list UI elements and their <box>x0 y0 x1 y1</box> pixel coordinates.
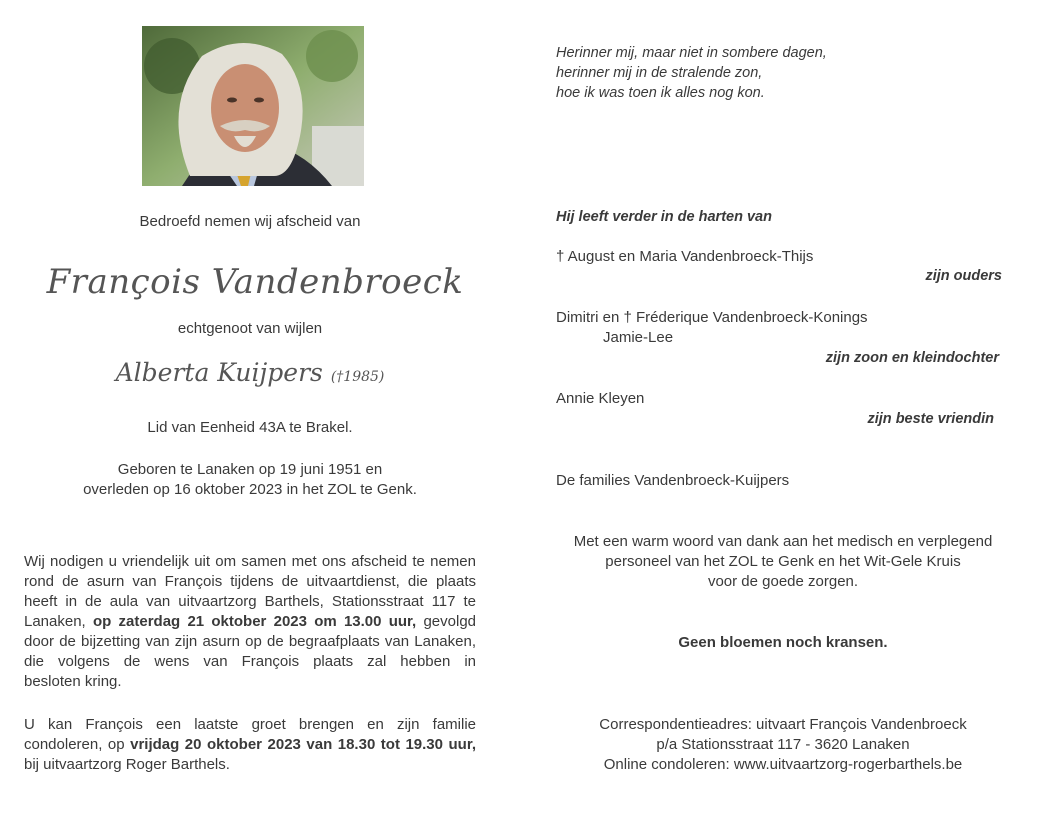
friend-label: zijn beste vriendin <box>867 411 994 427</box>
friend-name: Annie Kleyen <box>556 390 645 407</box>
portrait-photo <box>142 26 364 186</box>
service-line: door de bijzetting van zijn asurn op de begraafplaats van Lanaken, <box>24 633 476 650</box>
birth-death-block <box>40 460 460 500</box>
thanks-line: personeel van het ZOL te Genk en het Wit-Gele Kruis <box>605 553 961 570</box>
visit-paragraph <box>24 715 476 775</box>
service-date-pre: Lanaken, <box>24 613 93 630</box>
visit-line-date <box>24 735 476 755</box>
visit-line: U kan François een laatste groet brengen en zijn familie <box>24 716 476 733</box>
granddaughter-name: Jamie-Lee <box>603 329 674 346</box>
no-flowers-text: Geen bloemen noch kransen. <box>678 634 888 651</box>
families-text: De families Vandenbroeck-Kuijpers <box>556 472 790 489</box>
parents-names: † August en Maria Vandenbroeck-Thijs <box>556 248 814 265</box>
son-label: zijn zoon en kleindochter <box>825 350 999 366</box>
service-line: heeft in de aula van uitvaartzorg Barthels, Stationsstraat 117 te <box>24 593 476 610</box>
son-names: Dimitri en † Fréderique Vandenbroeck-Konings <box>556 309 868 326</box>
service-line: die volgens de wens van François plaats zal hebben in <box>24 653 476 670</box>
visit-date: vrijdag 20 oktober 2023 van 18.30 tot 19.30 uur, <box>130 736 477 753</box>
service-line-date <box>24 612 476 632</box>
thanks-line: Met een warm woord van dank aan het medisch en verplegend <box>573 533 993 550</box>
spouse-name: Alberta Kuijpers <box>115 358 323 387</box>
poem-line: Herinner mij, maar niet in sombere dagen, <box>556 45 827 61</box>
service-paragraph <box>24 552 476 692</box>
spouse-name-line <box>90 358 410 387</box>
correspondence-block <box>556 715 1010 775</box>
visit-date-pre: condoleren, op <box>24 736 131 753</box>
poem-line: hoe ik was toen ik alles nog kon. <box>556 85 765 101</box>
correspondence-line: Online condoleren: www.uitvaartzorg-rogerbarthels.be <box>603 756 963 773</box>
service-line: besloten kring. <box>24 673 122 690</box>
portrait-image <box>142 26 364 186</box>
deceased-name: François Vandenbroeck <box>46 262 464 302</box>
service-line: rond de asurn van François tijdens de uitvaartdienst, die plaats <box>24 573 476 590</box>
service-date-post: gevolgd <box>416 613 477 630</box>
spouse-label: echtgenoot van wijlen <box>177 320 323 337</box>
born-text: Geboren te Lanaken op 19 juni 1951 en <box>117 461 383 478</box>
service-date: op zaterdag 21 oktober 2023 om 13.00 uur, <box>92 613 417 630</box>
intro-text: Bedroefd nemen wij afscheid van <box>139 213 361 230</box>
poem-line: herinner mij in de stralende zon, <box>556 65 763 81</box>
visit-line: bij uitvaartzorg Roger Barthels. <box>24 756 230 773</box>
thanks-block <box>556 532 1010 592</box>
poem <box>556 43 996 103</box>
spouse-year: (†1985) <box>330 369 385 385</box>
service-line: Wij nodigen u vriendelijk uit om samen met ons afscheid te nemen <box>24 553 476 570</box>
thanks-line: voor de goede zorgen. <box>707 573 859 590</box>
member-text: Lid van Eenheid 43A te Brakel. <box>147 419 353 436</box>
lives-on-heading: Hij leeft verder in de harten van <box>556 209 772 225</box>
correspondence-line: p/a Stationsstraat 117 - 3620 Lanaken <box>656 736 910 753</box>
correspondence-line: Correspondentieadres: uitvaart François Vandenbroeck <box>599 716 967 733</box>
died-text: overleden op 16 oktober 2023 in het ZOL te Genk. <box>83 481 417 498</box>
parents-label: zijn ouders <box>925 268 1002 284</box>
